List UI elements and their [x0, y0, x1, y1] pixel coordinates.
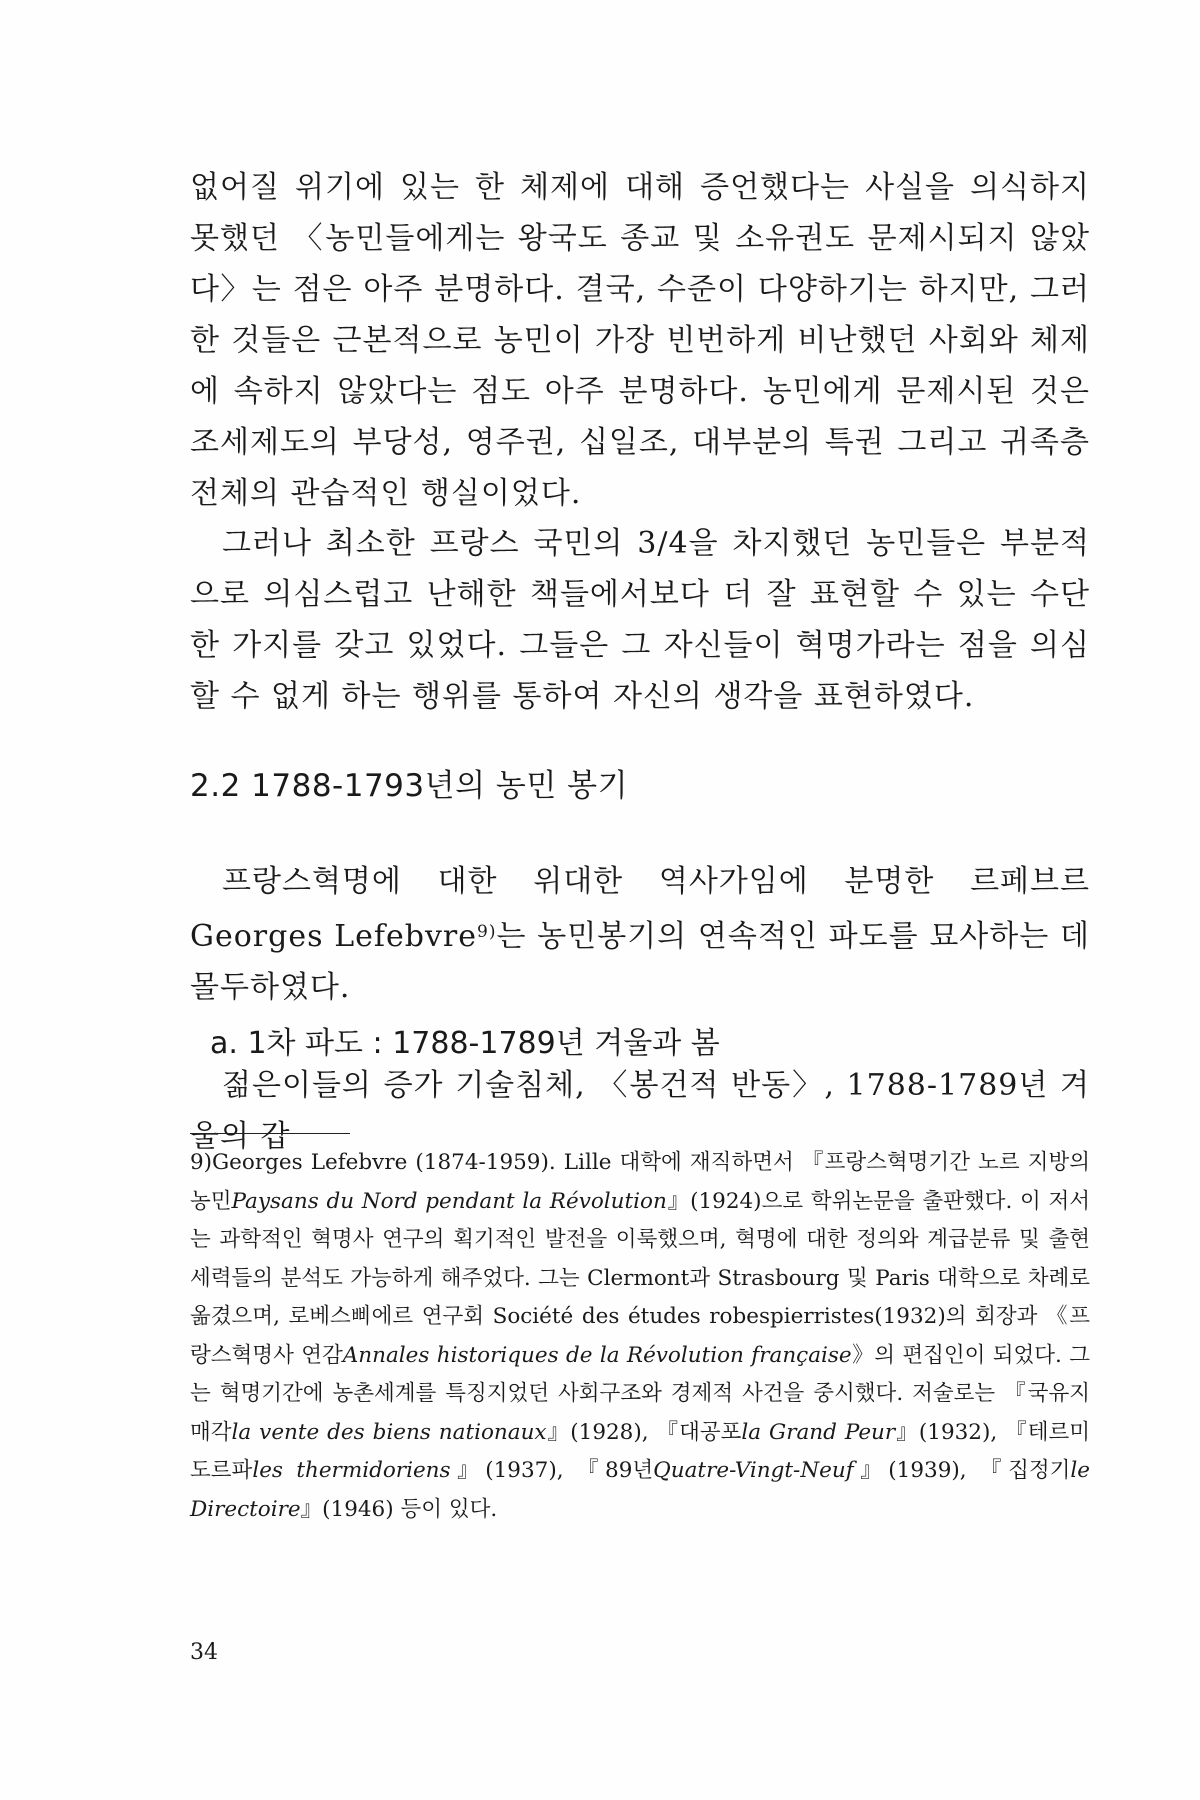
paragraph-3-end: 는 농민봉기의 연속적인 파도를 묘사하는 데 몰두하였다. — [190, 919, 1090, 1005]
footnote-number: 9) — [190, 1150, 213, 1175]
footnote-divider — [190, 1133, 350, 1134]
footnote-text — [190, 1150, 1090, 1522]
subsection-heading: a. 1차 파도 : 1788-1789년 겨울과 봄 — [210, 1026, 720, 1061]
footnote-reference[interactable]: 9) — [477, 922, 497, 942]
footnote-title-annales: Annales historiques de la Révolution française — [342, 1342, 852, 1368]
section-heading: 2.2 1788-1793년의 농민 봉기 — [190, 768, 629, 804]
footnote-text-13: 』(1939), 『집정기 — [853, 1458, 1071, 1483]
page-number: 34 — [190, 1640, 218, 1665]
footnote-text-1: Georges Lefebvre (1874-1959). Lille 대학에 재직하면서 『프랑스혁명기간 노르 지방의 농민 — [190, 1150, 1090, 1214]
footnote-text-9: 』(1932), 『테르미도르파 — [190, 1419, 1091, 1483]
paragraph-3 — [190, 856, 1090, 1013]
footnote-title-quatre-vingt-neuf: Quatre-Vingt-Neuf — [653, 1458, 854, 1483]
paragraph-2 — [190, 518, 1090, 722]
footnote-text-11: 』(1937), 『89년 — [450, 1458, 654, 1483]
footnote-text-5: 》의 편집인이 되었다. 그는 혁명기간에 농촌세계를 특징지었던 사회구조와 경제적 사건을 중시했다. 저술로는 『국유지 매각 — [190, 1342, 1091, 1445]
footnote-title-vente: la vente des biens nationaux — [231, 1419, 547, 1445]
footnote-text-3: 』(1924)으로 학위논문을 출판했다. 이 저서는 과학적인 혁명사 연구의 획기적인 발전을 이룩했으며, 혁명에 대한 정의와 계급분류 및 출현 세력들의 분석도 가능하게 해주었다. 그는 Clermont과 Strasbourg 및 Paris 대학으로 차례로 옮겼으며, 로베스삐에르 연구회 Société des études robespierristes(1932)의 회장과 《프랑스혁명사 연감 — [190, 1188, 1091, 1368]
paragraph-1 — [190, 162, 1090, 519]
footnote — [190, 1144, 1090, 1529]
paragraph-3-start: 프랑스혁명에 대한 위대한 역사가임에 분명한 르페브르 Georges Lefebvre — [190, 864, 1090, 954]
paragraph-1-text: 없어질 위기에 있는 한 체제에 대해 증언했다는 사실을 의식하지 못했던 〈농민들에게는 왕국도 종교 및 소유권도 문제시되지 않았다〉는 점은 아주 분명하다. 결국, 수준이 다양하기는 하지만, 그러한 것들은 근본적으로 농민이 가장 빈번하게 비난했던 사회와 체제에 속하지 않았다는 점도 아주 분명하다. 농민에게 문제시된 것은 조세제도의 부당성, 영주권, 십일조, 대부분의 특권 그리고 귀족층 전체의 관습적인 행실이었다. — [190, 170, 1090, 511]
footnote-title-directoire: le Directoire — [190, 1458, 1091, 1522]
footnote-text-15: 』(1946) 등이 있다. — [300, 1496, 498, 1522]
footnote-title-paysans: Paysans du Nord pendant la Révolution — [231, 1188, 667, 1214]
footnote-title-grand-peur: la Grand Peur — [741, 1419, 896, 1445]
footnote-title-thermidoriens: les thermidoriens — [252, 1458, 451, 1483]
paragraph-4-text: 젊은이들의 증가 기술침체, 〈봉건적 반동〉, 1788-1789년 겨울의 갑 — [190, 1068, 1090, 1154]
footnote-text-7: 』(1928), 『대공포 — [546, 1419, 742, 1445]
paragraph-3-text — [190, 856, 1090, 1013]
paragraph-2-text: 그러나 최소한 프랑스 국민의 3/4을 차지했던 농민들은 부분적으로 의심스럽고 난해한 책들에서보다 더 잘 표현할 수 있는 수단 한 가지를 갖고 있었다. 그들은 그 자신들이 혁명가라는 점을 의심할 수 없게 하는 행위를 통하여 자신의 생각을 표현하였다. — [190, 526, 1090, 714]
